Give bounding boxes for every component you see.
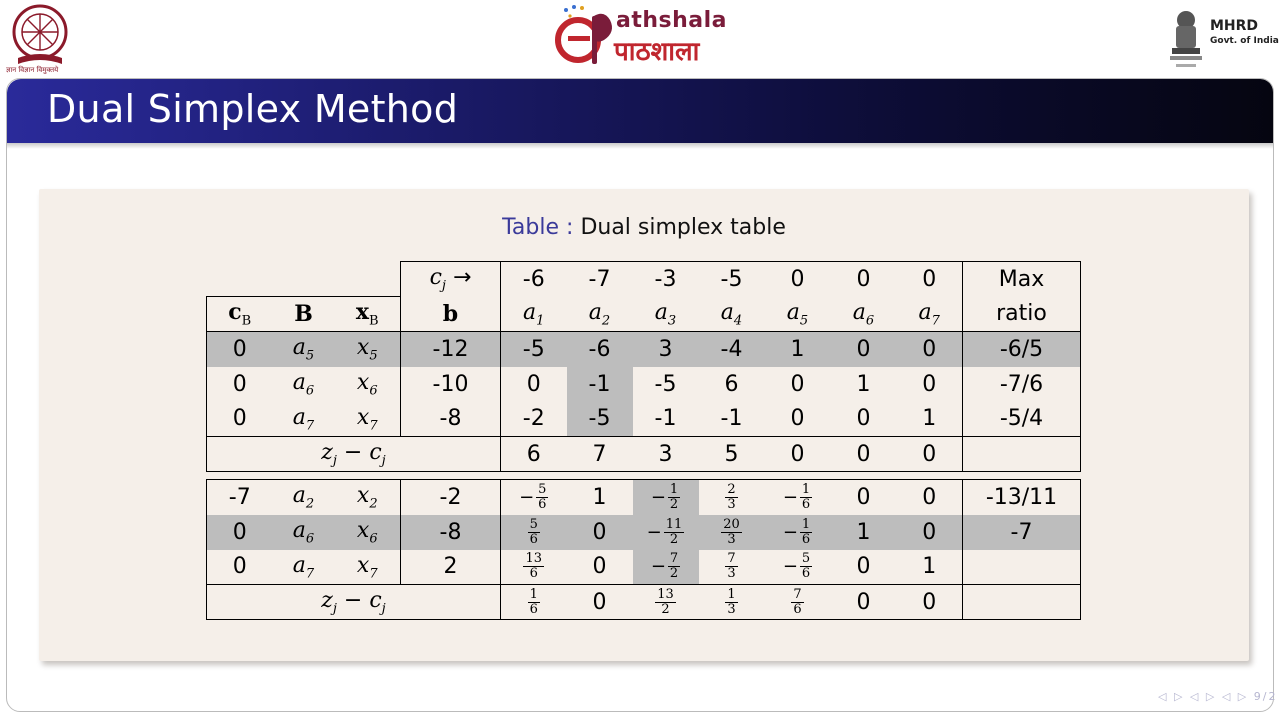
table-row	[207, 332, 1081, 367]
cj-label: $c_j$ →	[401, 262, 501, 297]
ratio-text: -13/11	[985, 484, 1058, 510]
cj-value	[765, 262, 831, 297]
ratio-cell	[963, 332, 1081, 367]
zj-cj-text: $\frac{13}{2}$	[657, 586, 674, 617]
dual-simplex-table	[206, 261, 1081, 620]
table-cell	[831, 332, 897, 367]
table-caption	[39, 215, 1249, 240]
cell-value: − $\frac{5}{6}$	[782, 551, 811, 582]
slide	[6, 78, 1274, 712]
zj-cj-text: $\frac{1}{3}$	[727, 586, 736, 617]
basis-text: $a_6$	[292, 369, 315, 399]
xb-cell	[335, 550, 401, 585]
cell-value: − $\frac{1}{6}$	[782, 516, 811, 547]
b-header: b	[401, 297, 501, 332]
zj-cj-value	[897, 585, 963, 620]
zj-cj-label: $z_j - c_j$	[207, 585, 501, 620]
column-header-text: $a_7$	[918, 299, 940, 328]
zj-cj-text: 0	[592, 589, 607, 615]
table-cell	[501, 515, 567, 550]
table-cell	[567, 515, 633, 550]
cb-text: 0	[232, 554, 247, 580]
zj-cj-value	[831, 437, 897, 472]
column-header-text: $a_5$	[786, 299, 809, 328]
cj-row	[207, 262, 1081, 297]
cj-value-text: -7	[588, 266, 611, 292]
cj-value	[567, 262, 633, 297]
cell-text: 0	[856, 406, 871, 432]
cell-value: − $\frac{1}{2}$	[650, 481, 679, 512]
cell-text: -1	[588, 371, 611, 397]
title-shadow	[7, 143, 1274, 149]
cell-text: -4	[720, 336, 743, 362]
column-header-text: $a_1$	[523, 299, 545, 328]
basis-cell	[273, 402, 335, 437]
cell-text: 1	[790, 336, 805, 362]
column-header	[501, 297, 567, 332]
table-cell	[567, 402, 633, 437]
xb-text: $x_5$	[356, 335, 378, 364]
table-cell	[501, 332, 567, 367]
cj-value	[897, 262, 963, 297]
xb-cell	[335, 480, 401, 515]
table-body	[207, 262, 1081, 620]
table-cell	[567, 480, 633, 515]
cj-value-text: 0	[856, 266, 871, 292]
table-cell	[633, 402, 699, 437]
zj-cj-value	[567, 437, 633, 472]
xb-cell	[335, 402, 401, 437]
cb-text: 0	[232, 519, 247, 545]
cell-text: -1	[654, 406, 677, 432]
cell-text: 0	[790, 371, 805, 397]
zj-cj-value	[501, 437, 567, 472]
caption-label: Table	[502, 215, 560, 240]
column-header	[897, 297, 963, 332]
cb-text: 0	[232, 406, 247, 432]
basis-header: B	[273, 297, 335, 332]
zj-cj-text: 5	[724, 441, 739, 467]
table-cell	[765, 332, 831, 367]
column-header-text: $a_3$	[654, 299, 677, 328]
cell-text: 0	[790, 406, 805, 432]
zj-cj-value	[765, 585, 831, 620]
table-cell	[633, 515, 699, 550]
zj-cj-label: $z_j - c_j$	[207, 437, 501, 472]
xb-text: $x_6$	[356, 369, 378, 399]
slide-title: Dual Simplex Method	[47, 87, 459, 131]
cell-text: 0	[856, 336, 871, 362]
basis-text: $a_6$	[292, 517, 315, 547]
zj-cj-value	[501, 585, 567, 620]
basis-cell	[273, 515, 335, 550]
b-cell	[401, 550, 501, 585]
basis-cell	[273, 367, 335, 402]
table-cell	[831, 480, 897, 515]
cell-value: 0	[592, 554, 607, 580]
cell-value: 1	[922, 554, 937, 580]
table-cell	[765, 402, 831, 437]
basis-text: $a_2$	[292, 483, 315, 512]
cell-value: $\frac{2}{3}$	[727, 481, 736, 512]
table-cell	[831, 402, 897, 437]
cell-text: -2	[522, 406, 545, 432]
mhrd-subtitle: Govt. of India	[1210, 36, 1279, 46]
ratio-text: -7	[1010, 519, 1033, 545]
max-ratio-header-2	[963, 297, 1081, 332]
cb-text: 0	[232, 336, 247, 362]
table-cell	[699, 332, 765, 367]
cell-value: 0	[922, 484, 937, 510]
cb-header: $c_B$	[207, 297, 273, 332]
column-header	[699, 297, 765, 332]
cb-cell	[207, 550, 273, 585]
cell-text: 0	[922, 371, 937, 397]
cell-value: $\frac{13}{6}$	[525, 551, 543, 582]
zj-cj-value	[831, 585, 897, 620]
b-text: 2	[443, 554, 458, 580]
b-cell	[401, 332, 501, 367]
xb-cell	[335, 332, 401, 367]
cj-value	[831, 262, 897, 297]
cell-text: -1	[720, 406, 743, 432]
xb-text: $x_2$	[356, 483, 378, 512]
cell-text: -5	[654, 371, 677, 397]
cell-value: − $\frac{1}{6}$	[782, 481, 811, 512]
max-ratio-header-1	[963, 262, 1081, 297]
basis-cell	[273, 480, 335, 515]
cell-value: 0	[856, 484, 871, 510]
zj-cj-text: $\frac{1}{6}$	[529, 586, 538, 617]
cell-text: 0	[922, 336, 937, 362]
table-row	[207, 550, 1081, 585]
max-ratio-header-text: ratio	[996, 301, 1047, 327]
national-emblem-icon	[1166, 6, 1206, 72]
xb-text: $x_7$	[356, 404, 378, 433]
cb-text: 0	[232, 371, 247, 397]
cell-text: 6	[724, 371, 739, 397]
table-cell	[897, 332, 963, 367]
b-cell	[401, 367, 501, 402]
cell-value: $\frac{20}{3}$	[723, 516, 740, 547]
cell-value: − $\frac{7}{2}$	[650, 551, 679, 582]
cj-value-text: 0	[790, 266, 805, 292]
zj-cj-text: 0	[922, 441, 937, 467]
zj-cj-value	[567, 585, 633, 620]
table-cell	[699, 515, 765, 550]
cell-text: -6	[588, 336, 611, 362]
table-cell	[765, 515, 831, 550]
cell-value: 0	[856, 554, 871, 580]
epathshala-english: athshala	[616, 8, 728, 33]
mhrd-title: MHRD	[1210, 18, 1259, 34]
cell-value: − $\frac{11}{2}$	[646, 516, 683, 547]
cell-text: 1	[922, 406, 937, 432]
caption-separator: :	[566, 215, 574, 240]
table-cell	[765, 367, 831, 402]
table-cell	[765, 550, 831, 585]
xb-header: $x_B$	[335, 297, 401, 332]
caption-text: Dual simplex table	[580, 215, 786, 240]
cj-value-text: -3	[654, 266, 677, 292]
cell-value: − $\frac{5}{6}$	[519, 481, 547, 512]
column-header-text: $a_4$	[720, 299, 743, 328]
basis-text: $a_5$	[292, 335, 315, 364]
zj-cj-text: 0	[790, 441, 805, 467]
table-cell	[699, 550, 765, 585]
cell-value: 0	[592, 519, 607, 545]
column-header	[567, 297, 633, 332]
cell-value: 0	[922, 519, 937, 545]
table-cell	[501, 367, 567, 402]
basis-cell	[273, 550, 335, 585]
ugc-logo-icon	[8, 4, 72, 74]
header-row	[207, 297, 1081, 332]
table-cell	[765, 480, 831, 515]
table-cell	[897, 367, 963, 402]
column-header	[633, 297, 699, 332]
ugc-motto: ज्ञान विज्ञान विमुक्तये	[6, 66, 59, 74]
table-cell	[699, 402, 765, 437]
zj-cj-text: 3	[658, 441, 673, 467]
table-cell	[633, 332, 699, 367]
b-cell	[401, 480, 501, 515]
cj-value	[633, 262, 699, 297]
max-ratio-header-text: Max	[998, 266, 1045, 292]
xb-text: $x_6$	[356, 517, 378, 547]
table-cell	[633, 550, 699, 585]
b-text: -8	[439, 519, 462, 545]
logo-strip	[0, 0, 1280, 78]
cb-cell	[207, 332, 273, 367]
zj-cj-value	[633, 437, 699, 472]
cb-cell	[207, 480, 273, 515]
table-cell	[831, 367, 897, 402]
ratio-cell	[963, 480, 1081, 515]
cell-value: $\frac{7}{3}$	[727, 551, 736, 582]
table-cell	[501, 480, 567, 515]
cj-value-text: 0	[922, 266, 937, 292]
b-text: -10	[432, 371, 469, 397]
zj-cj-value	[699, 437, 765, 472]
cb-cell	[207, 367, 273, 402]
cj-value-text: -6	[522, 266, 545, 292]
cj-value-text: -5	[720, 266, 743, 292]
page-navigation[interactable]	[1158, 690, 1277, 703]
table-row	[207, 515, 1081, 550]
basis-cell	[273, 332, 335, 367]
zj-cj-text: 7	[592, 441, 607, 467]
zj-cj-text: 0	[922, 589, 937, 615]
table-row	[207, 367, 1081, 402]
table-cell	[633, 367, 699, 402]
cell-text: 3	[658, 336, 673, 362]
table-row	[207, 402, 1081, 437]
table-cell	[567, 550, 633, 585]
zj-cj-text: 0	[856, 589, 871, 615]
zj-cj-text: $\frac{7}{6}$	[793, 586, 802, 617]
page-number: 9/2	[1253, 690, 1278, 703]
cell-text: -5	[522, 336, 545, 362]
b-cell	[401, 402, 501, 437]
zj-cj-value	[897, 437, 963, 472]
xb-cell	[335, 515, 401, 550]
table-cell	[699, 367, 765, 402]
column-header	[831, 297, 897, 332]
zj-cj-row	[207, 437, 1081, 472]
table-cell	[897, 550, 963, 585]
column-header-text: $a_6$	[852, 299, 875, 328]
table-cell	[567, 332, 633, 367]
zj-cj-text: 6	[526, 441, 541, 467]
table-cell	[897, 480, 963, 515]
ratio-text: -5/4	[999, 406, 1044, 432]
xb-cell	[335, 367, 401, 402]
zj-cj-row	[207, 585, 1081, 620]
cell-text: 0	[526, 371, 541, 397]
zj-cj-value	[633, 585, 699, 620]
zj-cj-value	[765, 437, 831, 472]
cj-value	[699, 262, 765, 297]
table-row	[207, 480, 1081, 515]
table-cell	[567, 367, 633, 402]
table-cell	[633, 480, 699, 515]
b-text: -12	[432, 336, 469, 362]
cell-value: 1	[856, 519, 871, 545]
xb-text: $x_7$	[356, 552, 378, 581]
table-block	[39, 189, 1249, 661]
ratio-text: -6/5	[999, 336, 1044, 362]
ratio-cell	[963, 550, 1081, 585]
table-cell	[699, 480, 765, 515]
ratio-cell	[963, 367, 1081, 402]
column-header	[765, 297, 831, 332]
cb-cell	[207, 402, 273, 437]
cell-value: $\frac{5}{6}$	[529, 516, 538, 547]
table-cell	[897, 515, 963, 550]
cb-cell	[207, 515, 273, 550]
table-cell	[831, 515, 897, 550]
ratio-cell	[963, 402, 1081, 437]
ratio-cell	[963, 515, 1081, 550]
basis-text: $a_7$	[292, 404, 315, 433]
epathshala-hindi: पाठशाला	[614, 37, 700, 67]
basis-text: $a_7$	[292, 552, 315, 581]
table-cell	[831, 550, 897, 585]
cell-text: -5	[588, 406, 611, 432]
ratio-text: -7/6	[999, 371, 1044, 397]
table-cell	[897, 402, 963, 437]
cb-text: -7	[228, 484, 251, 510]
cell-text: 1	[856, 371, 871, 397]
b-cell	[401, 515, 501, 550]
b-text: -2	[439, 484, 462, 510]
b-text: -8	[439, 406, 462, 432]
table-cell	[501, 550, 567, 585]
table-cell	[501, 402, 567, 437]
zj-cj-text: 0	[856, 441, 871, 467]
ratio-cell	[963, 585, 1081, 620]
ratio-cell	[963, 437, 1081, 472]
title-bar	[7, 79, 1274, 143]
nav-arrows-icon[interactable]: ◁ ▷ ◁ ▷ ◁ ▷	[1158, 690, 1249, 703]
column-header-text: $a_2$	[588, 299, 611, 328]
zj-cj-value	[699, 585, 765, 620]
cj-value	[501, 262, 567, 297]
cell-value: 1	[592, 484, 607, 510]
